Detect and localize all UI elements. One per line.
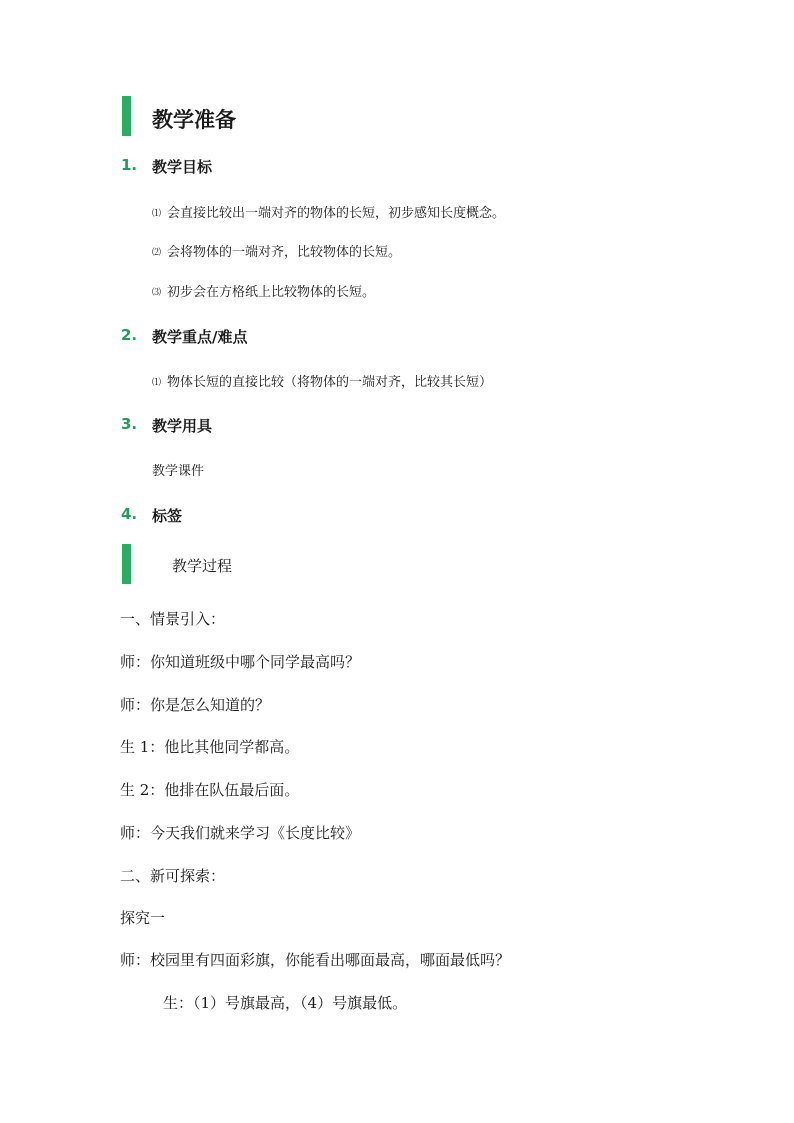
item-number-1: 1. [121,156,138,174]
item-title-tags: 标签 [152,507,183,525]
objective-text-2: 会将物体的一端对齐，比较物体的长短。 [167,245,402,260]
item-title-teaching-aids: 教学用具 [152,417,213,435]
section-marker-bar [122,96,131,136]
objective-marker-2: ⑵ [152,248,162,258]
process-line-2: 师：你知道班级中哪个同学最高吗？ [120,653,361,671]
section-title-preparation: 教学准备 [152,108,236,132]
item-number-3: 3. [121,415,138,433]
teaching-aids-text: 教学课件 [152,464,205,479]
item-number-4: 4. [121,505,138,523]
objective-text-3: 初步会在方格纸上比较物体的长短。 [167,285,376,300]
process-line-8: 探究一 [120,909,166,927]
key-point-marker-1: ⑴ [152,378,162,388]
item-number-2: 2. [121,326,138,344]
process-line-6: 师：今天我们就来学习《长度比较》 [120,824,361,842]
process-line-5: 生 2：他排在队伍最后面。 [120,781,300,799]
process-line-10: 生：（1）号旗最高，（4）号旗最低。 [163,994,408,1012]
item-title-key-points: 教学重点/难点 [152,328,248,346]
objective-marker-1: ⑴ [152,209,162,219]
objective-item-3 [152,281,375,300]
process-line-3: 师：你是怎么知道的？ [120,696,271,714]
process-line-9: 师：校园里有四面彩旗，你能看出哪面最高，哪面最低吗？ [120,951,511,969]
process-line-4: 生 1：他比其他同学都高。 [120,738,300,756]
process-line-7: 二、新可探索： [120,867,226,885]
item-title-objectives: 教学目标 [152,158,213,176]
section-title-process: 教学过程 [172,557,233,575]
objective-item-1 [152,202,505,221]
objective-text-1: 会直接比较出一端对齐的物体的长短，初步感知长度概念。 [167,206,506,221]
key-point-text-1: 物体长短的直接比较（将物体的一端对齐，比较其长短） [167,375,493,390]
objective-marker-3: ⑶ [152,288,162,298]
process-line-1: 一、情景引入： [120,610,226,628]
key-point-item-1 [152,371,492,390]
section-marker-bar-2 [122,544,131,584]
objective-item-2 [152,241,401,260]
